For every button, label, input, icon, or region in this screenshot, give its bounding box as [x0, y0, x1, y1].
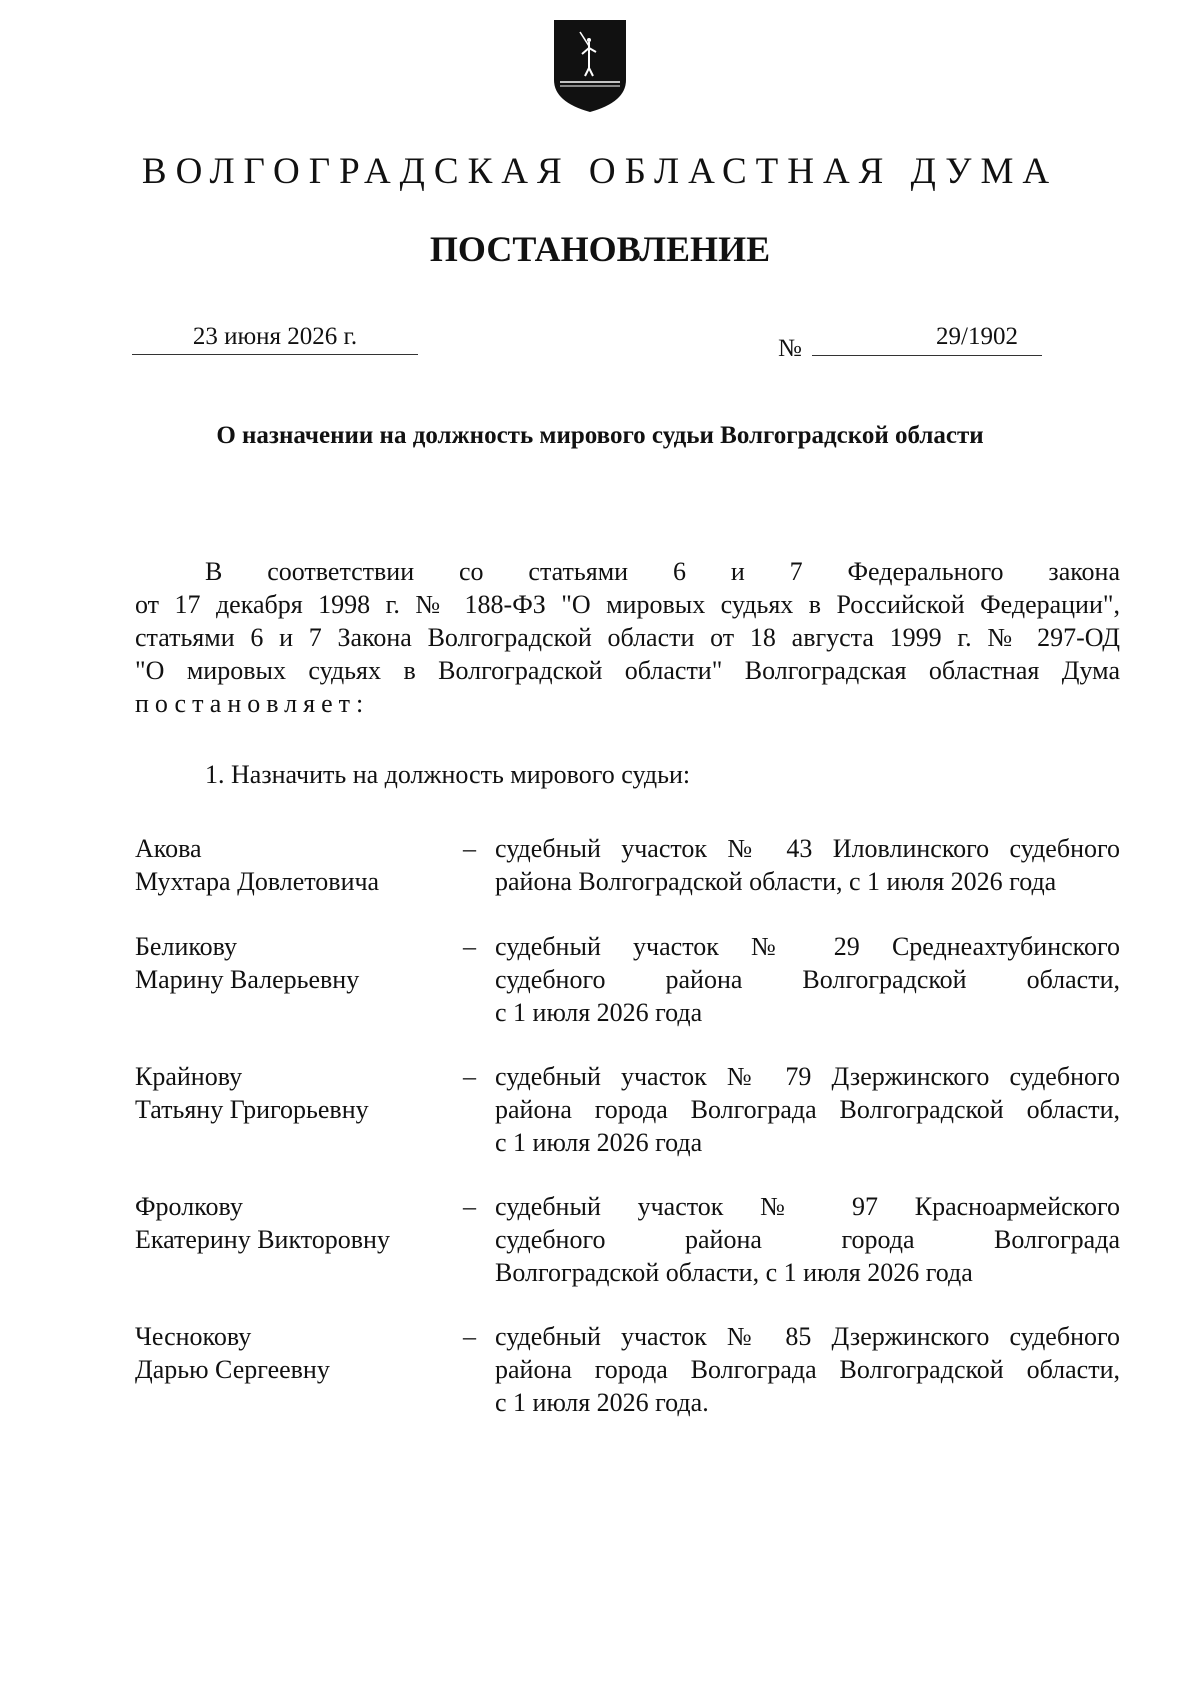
document-number: 29/1902 — [812, 322, 1042, 356]
document-type: ПОСТАНОВЛЕНИЕ — [429, 229, 771, 269]
appointee-surname: Фролкову — [135, 1192, 243, 1221]
appointee-given-name: Татьяну Григорьевну — [135, 1095, 369, 1124]
assignment-line: судебный участок № 85 Дзержинского судебного — [495, 1322, 1120, 1351]
organization-title: ВОЛГОГРАДСКАЯ ОБЛАСТНАЯ ДУМА — [141, 151, 1059, 192]
assignment-text — [495, 1320, 1120, 1419]
assignment-line: судебный участок № 97 Красноармейского — [495, 1192, 1120, 1221]
assignment-line: с 1 июля 2026 года — [495, 1128, 703, 1157]
assignment-line: района города Волгограда Волгоградской области, — [495, 1095, 1120, 1124]
assignment-line: с 1 июля 2026 года. — [495, 1388, 709, 1417]
separator-dash: – — [463, 834, 476, 863]
preamble — [135, 555, 1120, 720]
appointee-given-name: Екатерину Викторовну — [135, 1225, 390, 1254]
assignment-text — [495, 832, 1120, 898]
preamble-line: постановляет: — [135, 689, 370, 718]
appointee-given-name: Дарью Сергеевну — [135, 1355, 330, 1384]
appointee-name — [135, 930, 455, 996]
city-coat-of-arms-icon — [552, 18, 628, 114]
appointee-name — [135, 832, 455, 898]
appointee-surname: Крайнову — [135, 1062, 243, 1091]
separator-dash: – — [463, 1192, 476, 1221]
preamble-line: В соответствии со статьями 6 и 7 Федерального закона — [205, 557, 1120, 586]
assignment-line: района города Волгограда Волгоградской области, — [495, 1355, 1120, 1384]
appointee-surname: Чеснокову — [135, 1322, 252, 1351]
assignment-line: судебного района города Волгограда — [495, 1225, 1120, 1254]
appointee-surname: Беликову — [135, 932, 238, 961]
assignment-line: Волгоградской области, с 1 июля 2026 года — [495, 1258, 973, 1287]
assignment-text — [495, 1190, 1120, 1289]
assignment-line: судебного района Волгоградской области, — [495, 965, 1120, 994]
separator-dash: – — [463, 932, 476, 961]
preamble-line: статьями 6 и 7 Закона Волгоградской области от 18 августа 1999 г. № 297-ОД — [135, 623, 1120, 652]
assignment-text — [495, 930, 1120, 1029]
assignment-line: судебный участок № 79 Дзержинского судебного — [495, 1062, 1120, 1091]
appointee-surname: Акова — [135, 834, 202, 863]
document-date: 23 июня 2026 г. — [132, 322, 418, 355]
number-sign: № — [778, 335, 802, 362]
appointee-given-name: Мухтара Довлетовича — [135, 867, 380, 896]
item-1-heading: 1. Назначить на должность мирового судьи: — [205, 760, 691, 789]
assignment-line: с 1 июля 2026 года — [495, 998, 703, 1027]
document-subject: О назначении на должность мирового судьи Волгоградской области — [216, 422, 984, 449]
preamble-line: "О мировых судьях в Волгоградской области" Волгоградская областная Дума — [135, 656, 1120, 685]
separator-dash: – — [463, 1062, 476, 1091]
appointee-name — [135, 1190, 455, 1256]
separator-dash: – — [463, 1322, 476, 1351]
appointee-given-name: Марину Валерьевну — [135, 965, 360, 994]
appointee-name — [135, 1320, 455, 1386]
appointee-name — [135, 1060, 455, 1126]
assignment-text — [495, 1060, 1120, 1159]
preamble-line: от 17 декабря 1998 г. № 188-ФЗ "О мировых судьях в Российской Федерации", — [135, 590, 1120, 619]
assignment-line: судебный участок № 29 Среднеахтубинского — [495, 932, 1120, 961]
assignment-line: района Волгоградской области, с 1 июля 2026 года — [495, 867, 1057, 896]
assignment-line: судебный участок № 43 Иловлинского судебного — [495, 834, 1120, 863]
